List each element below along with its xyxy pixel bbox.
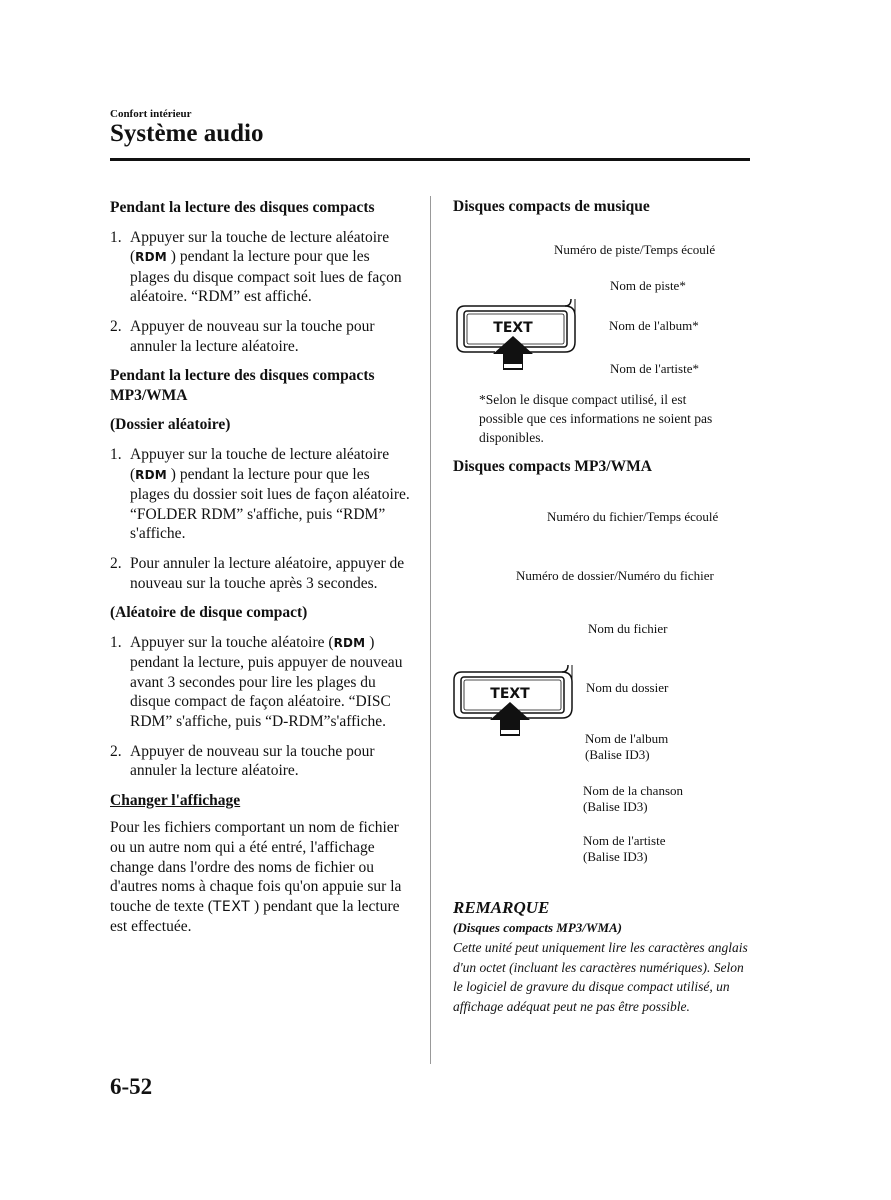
list-text: Appuyer sur la touche aléatoire ( — [130, 633, 334, 651]
list-text: Appuyer de nouveau sur la touche pour annuler la lecture aléatoire. — [130, 742, 375, 780]
label-song-id3 — [583, 783, 683, 815]
list-text: ) pendant la lecture, puis appuyer de nouveau avant 3 secondes pour lire les plages du disque compact de façon aléatoire. “DISC RDM” s'affiche, puis “D-RDM”s'affiche. — [130, 633, 403, 731]
label-line: Nom de la chanson — [583, 783, 684, 798]
list-number: 1. — [110, 228, 122, 246]
label-file-name: Nom du fichier — [588, 621, 668, 636]
heading-music-cd: Disques compacts de musique — [453, 198, 650, 215]
list-text: Appuyer de nouveau sur la touche pour annuler la lecture aléatoire. — [130, 317, 375, 355]
list-item — [110, 317, 410, 356]
list-number: 2. — [110, 554, 122, 572]
heading-cd-playback: Pendant la lecture des disques compacts — [110, 199, 375, 216]
list-item — [110, 445, 410, 544]
label-file-time: Numéro du fichier/Temps écoulé — [547, 509, 719, 524]
list-number: 1. — [110, 445, 122, 463]
list-number: 2. — [110, 317, 122, 335]
note-title: REMARQUE — [453, 898, 550, 917]
list-disc-random — [110, 633, 410, 781]
label-folder-file: Numéro de dossier/Numéro du fichier — [516, 568, 714, 583]
label-line: Nom de l'album — [585, 731, 669, 746]
text-button-label: TEXT — [493, 320, 533, 336]
section-label: Confort intérieur — [110, 108, 192, 120]
list-text: ) pendant la lecture pour que les plages du dossier soit lues de façon aléatoire. “FOLDER RDM” s'affiche, puis “RDM” s'affiche. — [130, 465, 410, 543]
label-line: (Balise ID3) — [583, 799, 648, 814]
footnote: *Selon le disque compact utilisé, il est possible que ces informations ne soient pas disponibles. — [479, 392, 713, 445]
list-item — [110, 742, 410, 781]
list-number: 2. — [110, 742, 122, 760]
text-button-illustration-music — [455, 296, 580, 376]
label-track-time: Numéro de piste/Temps écoulé — [554, 242, 716, 257]
label-album: Nom de l'album* — [609, 318, 699, 333]
list-text: Appuyer sur la touche de lecture aléatoire ( — [130, 445, 390, 483]
label-folder-name: Nom du dossier — [586, 680, 669, 695]
list-text: Pour annuler la lecture aléatoire, appuyer de nouveau sur la touche après 3 secondes. — [130, 554, 405, 592]
list-text: Appuyer sur la touche de lecture aléatoire ( — [130, 228, 390, 266]
page-title: Système audio — [110, 120, 264, 147]
text-button-label: TEXT — [490, 686, 530, 702]
para-text: ) pendant que la lecture est effectuée. — [110, 897, 400, 936]
label-line: (Balise ID3) — [583, 849, 648, 864]
list-folder-random — [110, 445, 410, 593]
heading-mp3-playback: Pendant la lecture des disques compacts MP3/WMA — [110, 367, 375, 404]
column-divider — [430, 196, 431, 1064]
label-album-id3 — [585, 731, 668, 763]
label-line: (Balise ID3) — [585, 747, 650, 762]
header-rule — [110, 158, 750, 161]
text-key: TEXT — [212, 898, 251, 915]
list-text: ) pendant la lecture pour que les plages du disque compact soit lues de façon aléatoire. “RDM” est affiché. — [130, 248, 402, 306]
heading-mp3-cd: Disques compacts MP3/WMA — [453, 458, 652, 475]
rdm-key: RDM — [135, 250, 167, 265]
left-column — [110, 198, 410, 937]
heading-change-display: Changer l'affichage — [110, 791, 241, 809]
list-item — [110, 554, 410, 593]
rdm-key: RDM — [135, 467, 167, 482]
label-line: Nom de l'artiste — [583, 833, 666, 848]
label-track-name: Nom de piste* — [610, 278, 686, 293]
list-item — [110, 633, 410, 732]
note-subtitle: (Disques compacts MP3/WMA) — [453, 920, 622, 935]
label-artist-id3 — [583, 833, 666, 865]
heading-disc-random: (Aléatoire de disque compact) — [110, 604, 308, 622]
list-item — [110, 228, 410, 307]
text-button-illustration-mp3 — [452, 662, 577, 742]
change-display-paragraph — [110, 818, 410, 937]
para-text: Pour les fichiers comportant un nom de fichier ou un autre nom qui a été entré, l'affichage change dans l'ordre des noms de fichier ou d'autres noms à chaque fois qu'on appuie sur la touche de texte ( — [110, 819, 402, 915]
label-artist: Nom de l'artiste* — [610, 361, 699, 376]
list-number: 1. — [110, 633, 122, 651]
note-body: Cette unité peut uniquement lire les caractères anglais d'un octet (incluant les caractères numériques). Selon le logiciel de gravure du disque compact utilisé, un affichage adéquat peut ne pas être possible. — [453, 940, 748, 1014]
rdm-key: RDM — [333, 635, 366, 650]
list-cd-random — [110, 228, 410, 357]
heading-folder-random: (Dossier aléatoire) — [110, 416, 231, 434]
page-number: 6-52 — [110, 1074, 153, 1099]
